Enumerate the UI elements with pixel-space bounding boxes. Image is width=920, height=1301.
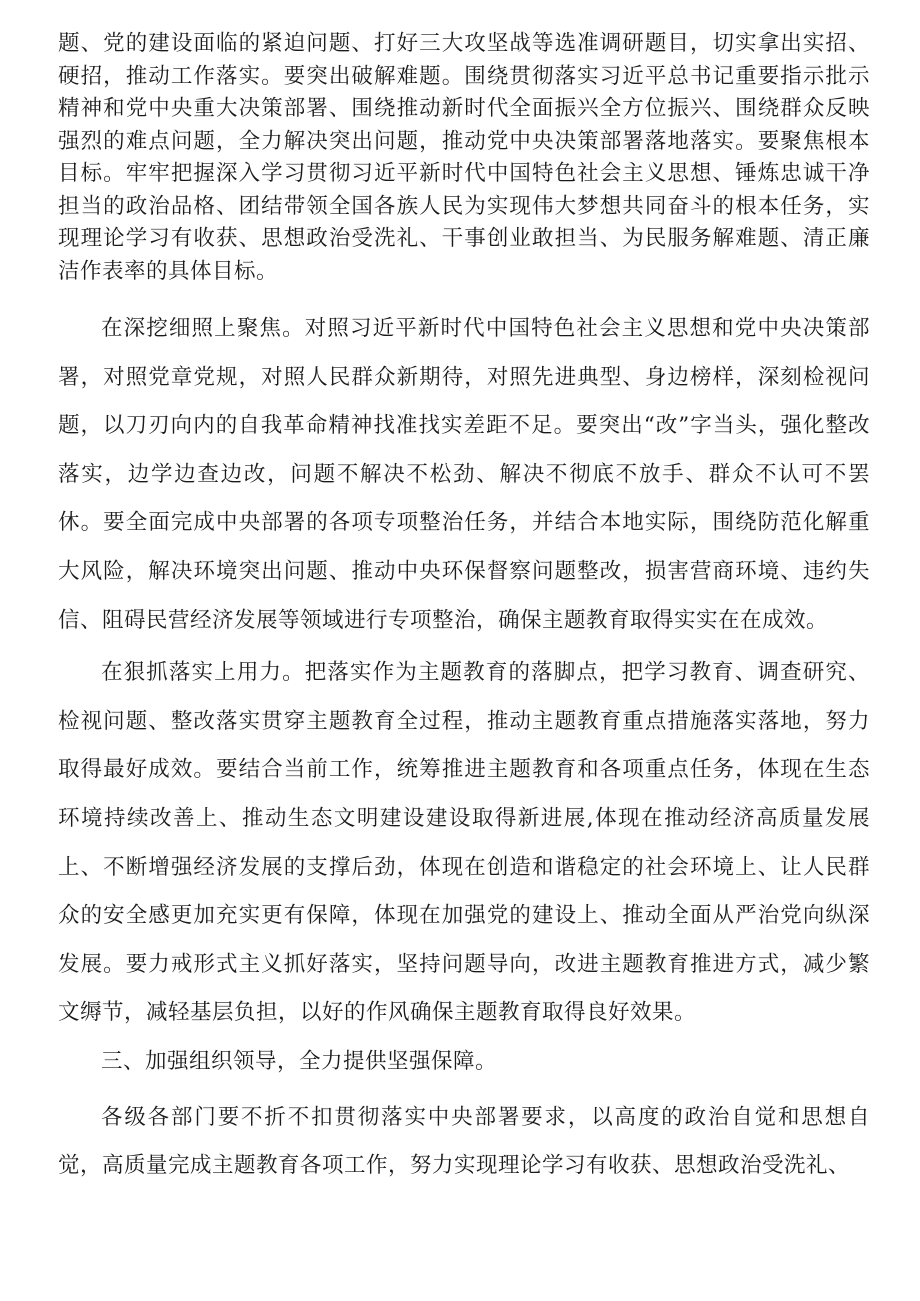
paragraph-deep-inspection bbox=[58, 305, 870, 645]
document-page bbox=[58, 28, 870, 1191]
paragraph-implementation bbox=[58, 649, 870, 1038]
paragraph-lead: 在深挖细照上聚焦。 bbox=[101, 316, 305, 341]
paragraph-continuation bbox=[58, 28, 870, 288]
paragraph-body: 题、党的建设面临的紧迫问题、打好三大攻坚战等选准调研题目，切实拿出实招、硬招，推动工作落实。要突出破解难题。围绕贯彻落实习近平总书记重要指示批示精神和党中央重大决策部署、围绕推动新时代全面振兴全方位振兴、围绕群众反映强烈的难点问题，全力解决突出问题，推动党中央决策部署落地落实。要聚焦根本目标。牢牢把握深入学习贯彻习近平新时代中国特色社会主义思想、锤炼忠诚干净担当的政治品格、团结带领全国各族人民为实现伟大梦想共同奋斗的根本任务，实现理论学习有收获、思想政治受洗礼、干事创业敢担当、为民服务解难题、清正廉洁作表率的具体目标。 bbox=[58, 31, 870, 284]
paragraph-lead: 在狠抓落实上用力。 bbox=[101, 660, 305, 686]
section-heading: 三、加强组织领导，全力提供坚强保障。 bbox=[101, 1048, 498, 1074]
paragraph-final: 各级各部门要不折不扣贯彻落实中央部署要求，以高度的政治自觉和思想自觉，高质量完成主题教育各项工作，努力实现理论学习有收获、思想政治受洗礼、 bbox=[58, 1104, 870, 1179]
paragraph-body: 把落实作为主题教育的落脚点，把学习教育、调查研究、检视问题、整改落实贯穿主题教育全过程，推动主题教育重点措施落实落地，努力取得最好成效。要结合当前工作，统筹推进主题教育和各项重点任务，体现在生态环境持续改善上、推动生态文明建设建设取得新进展,体现在推动经济高质量发展上、不断增强经济发展的支撑后劲，体现在创造和谐稳定的社会环境上、让人民群众的安全感更加充实更有保障，体现在加强党的建设上、推动全面从严治党向纵深发展。要力戒形式主义抓好落实，坚持问题导向，改进主题教育推进方式，减少繁文缛节，减轻基层负担，以好的作风确保主题教育取得良好效果。 bbox=[58, 660, 870, 1026]
paragraph-body: 对照习近平新时代中国特色社会主义思想和党中央决策部署，对照党章党规，对照人民群众新期待，对照先进典型、身边榜样，深刻检视问题，以刀刃向内的自我革命精神找准找实差距不足。要突出“改”字当头，强化整改落实，边学边查边改，问题不解决不松劲、解决不彻底不放手、群众不认可不罢休。要全面完成中央部署的各项专项整治任务，并结合本地实际，围绕防范化解重大风险，解决环境突出问题、推动中央环保督察问题整改，损害营商环境、违约失信、阻碍民营经济发展等领域进行专项整治，确保主题教育取得实实在在成效。 bbox=[58, 316, 870, 633]
